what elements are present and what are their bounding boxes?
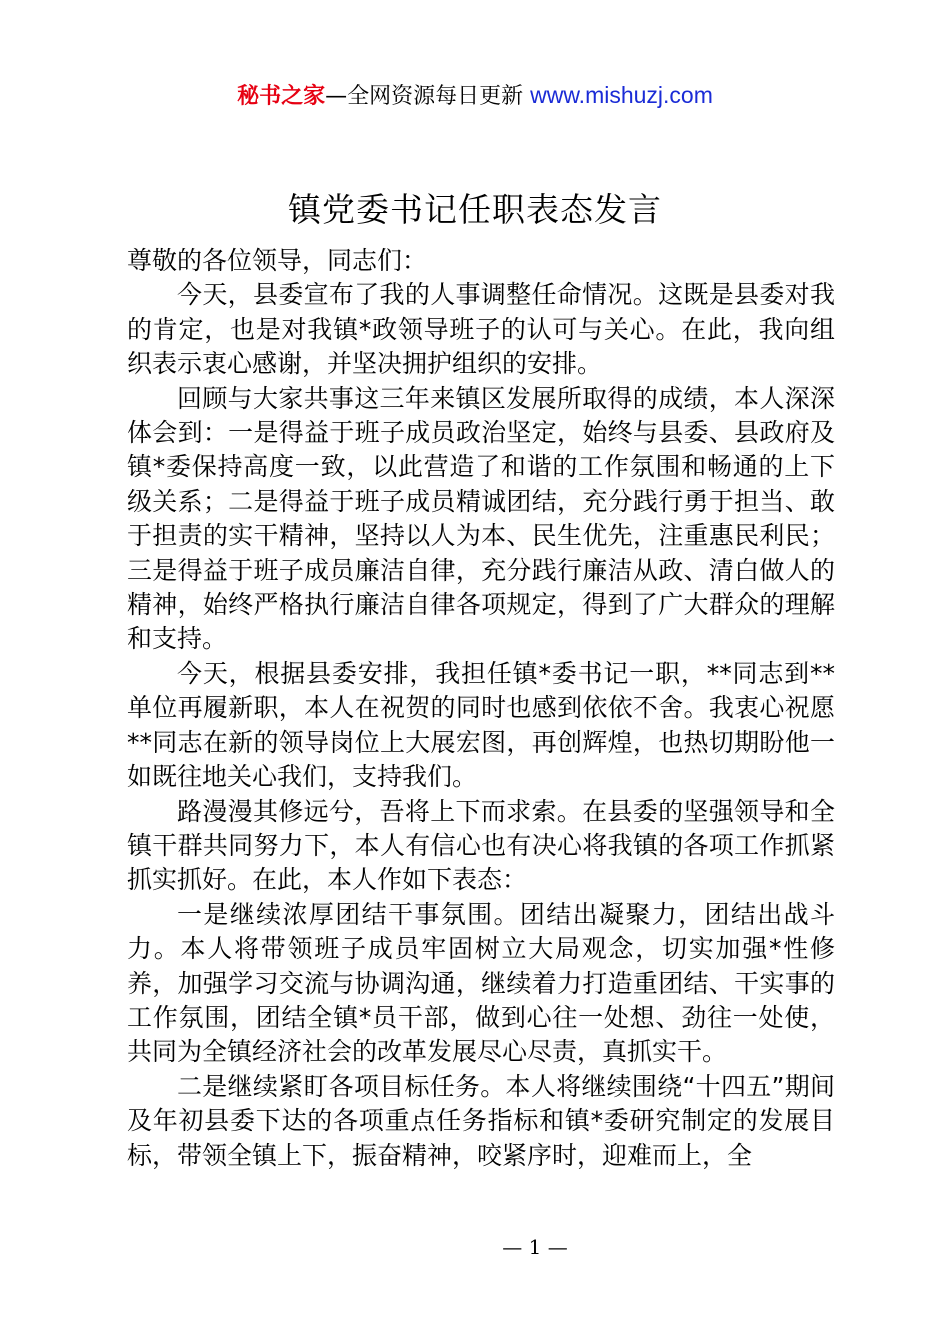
site-header-banner [0, 80, 950, 112]
document-body [127, 244, 835, 1173]
body-paragraph: 路漫漫其修远兮，吾将上下而求索。在县委的坚强领导和全镇干群共同努力下，本人有信心也有决心将我镇的各项工作抓紧抓实抓好。在此，本人作如下表态： [127, 796, 835, 895]
site-url-link[interactable]: www.mishuzj.com [530, 82, 713, 108]
site-tagline: —全网资源每日更新 [325, 84, 531, 109]
body-paragraph: 今天，县委宣布了我的人事调整任命情况。这既是县委对我的肯定，也是对我镇*政领导班子的认可与关心。在此，我向组织表示衷心感谢，并坚决拥护组织的安排。 [127, 280, 835, 379]
document-title: 镇党委书记任职表态发言 [288, 190, 662, 229]
site-brand-name: 秘书之家 [237, 84, 326, 109]
body-paragraph: 今天，根据县委安排，我担任镇*委书记一职，**同志到**单位再履新职，本人在祝贺的同时也感到依依不舍。我衷心祝愿**同志在新的领导岗位上大展宏图，再创辉煌，也热切期盼他一如既往地关心我们，支持我们。 [127, 658, 835, 792]
body-paragraph: 一是继续浓厚团结干事氛围。团结出凝聚力，团结出战斗力。本人将带领班子成员牢固树立大局观念，切实加强*性修养，加强学习交流与协调沟通，继续着力打造重团结、干实事的工作氛围，团结全镇*员干部，做到心往一处想、劲往一处使，共同为全镇经济社会的改革发展尽心尽责，真抓实干。 [127, 899, 835, 1067]
page-number: — 1 — [502, 1235, 568, 1259]
body-paragraph: 二是继续紧盯各项目标任务。本人将继续围绕“十四五”期间及年初县委下达的各项重点任务指标和镇*委研究制定的发展目标，带领全镇上下，振奋精神，咬紧序时，迎难而上，全 [127, 1071, 835, 1170]
body-paragraph: 回顾与大家共事这三年来镇区发展所取得的成绩，本人深深体会到：一是得益于班子成员政治坚定，始终与县委、县政府及镇*委保持高度一致，以此营造了和谐的工作氛围和畅通的上下级关系；二是得益于班子成员精诚团结，充分践行勇于担当、敢于担责的实干精神，坚持以人为本、民生优先，注重惠民利民；三是得益于班子成员廉洁自律，充分践行廉洁从政、清白做人的精神，始终严格执行廉洁自律各项规定，得到了广大群众的理解和支持。 [127, 383, 835, 654]
salutation-paragraph: 尊敬的各位领导，同志们： [127, 246, 428, 275]
